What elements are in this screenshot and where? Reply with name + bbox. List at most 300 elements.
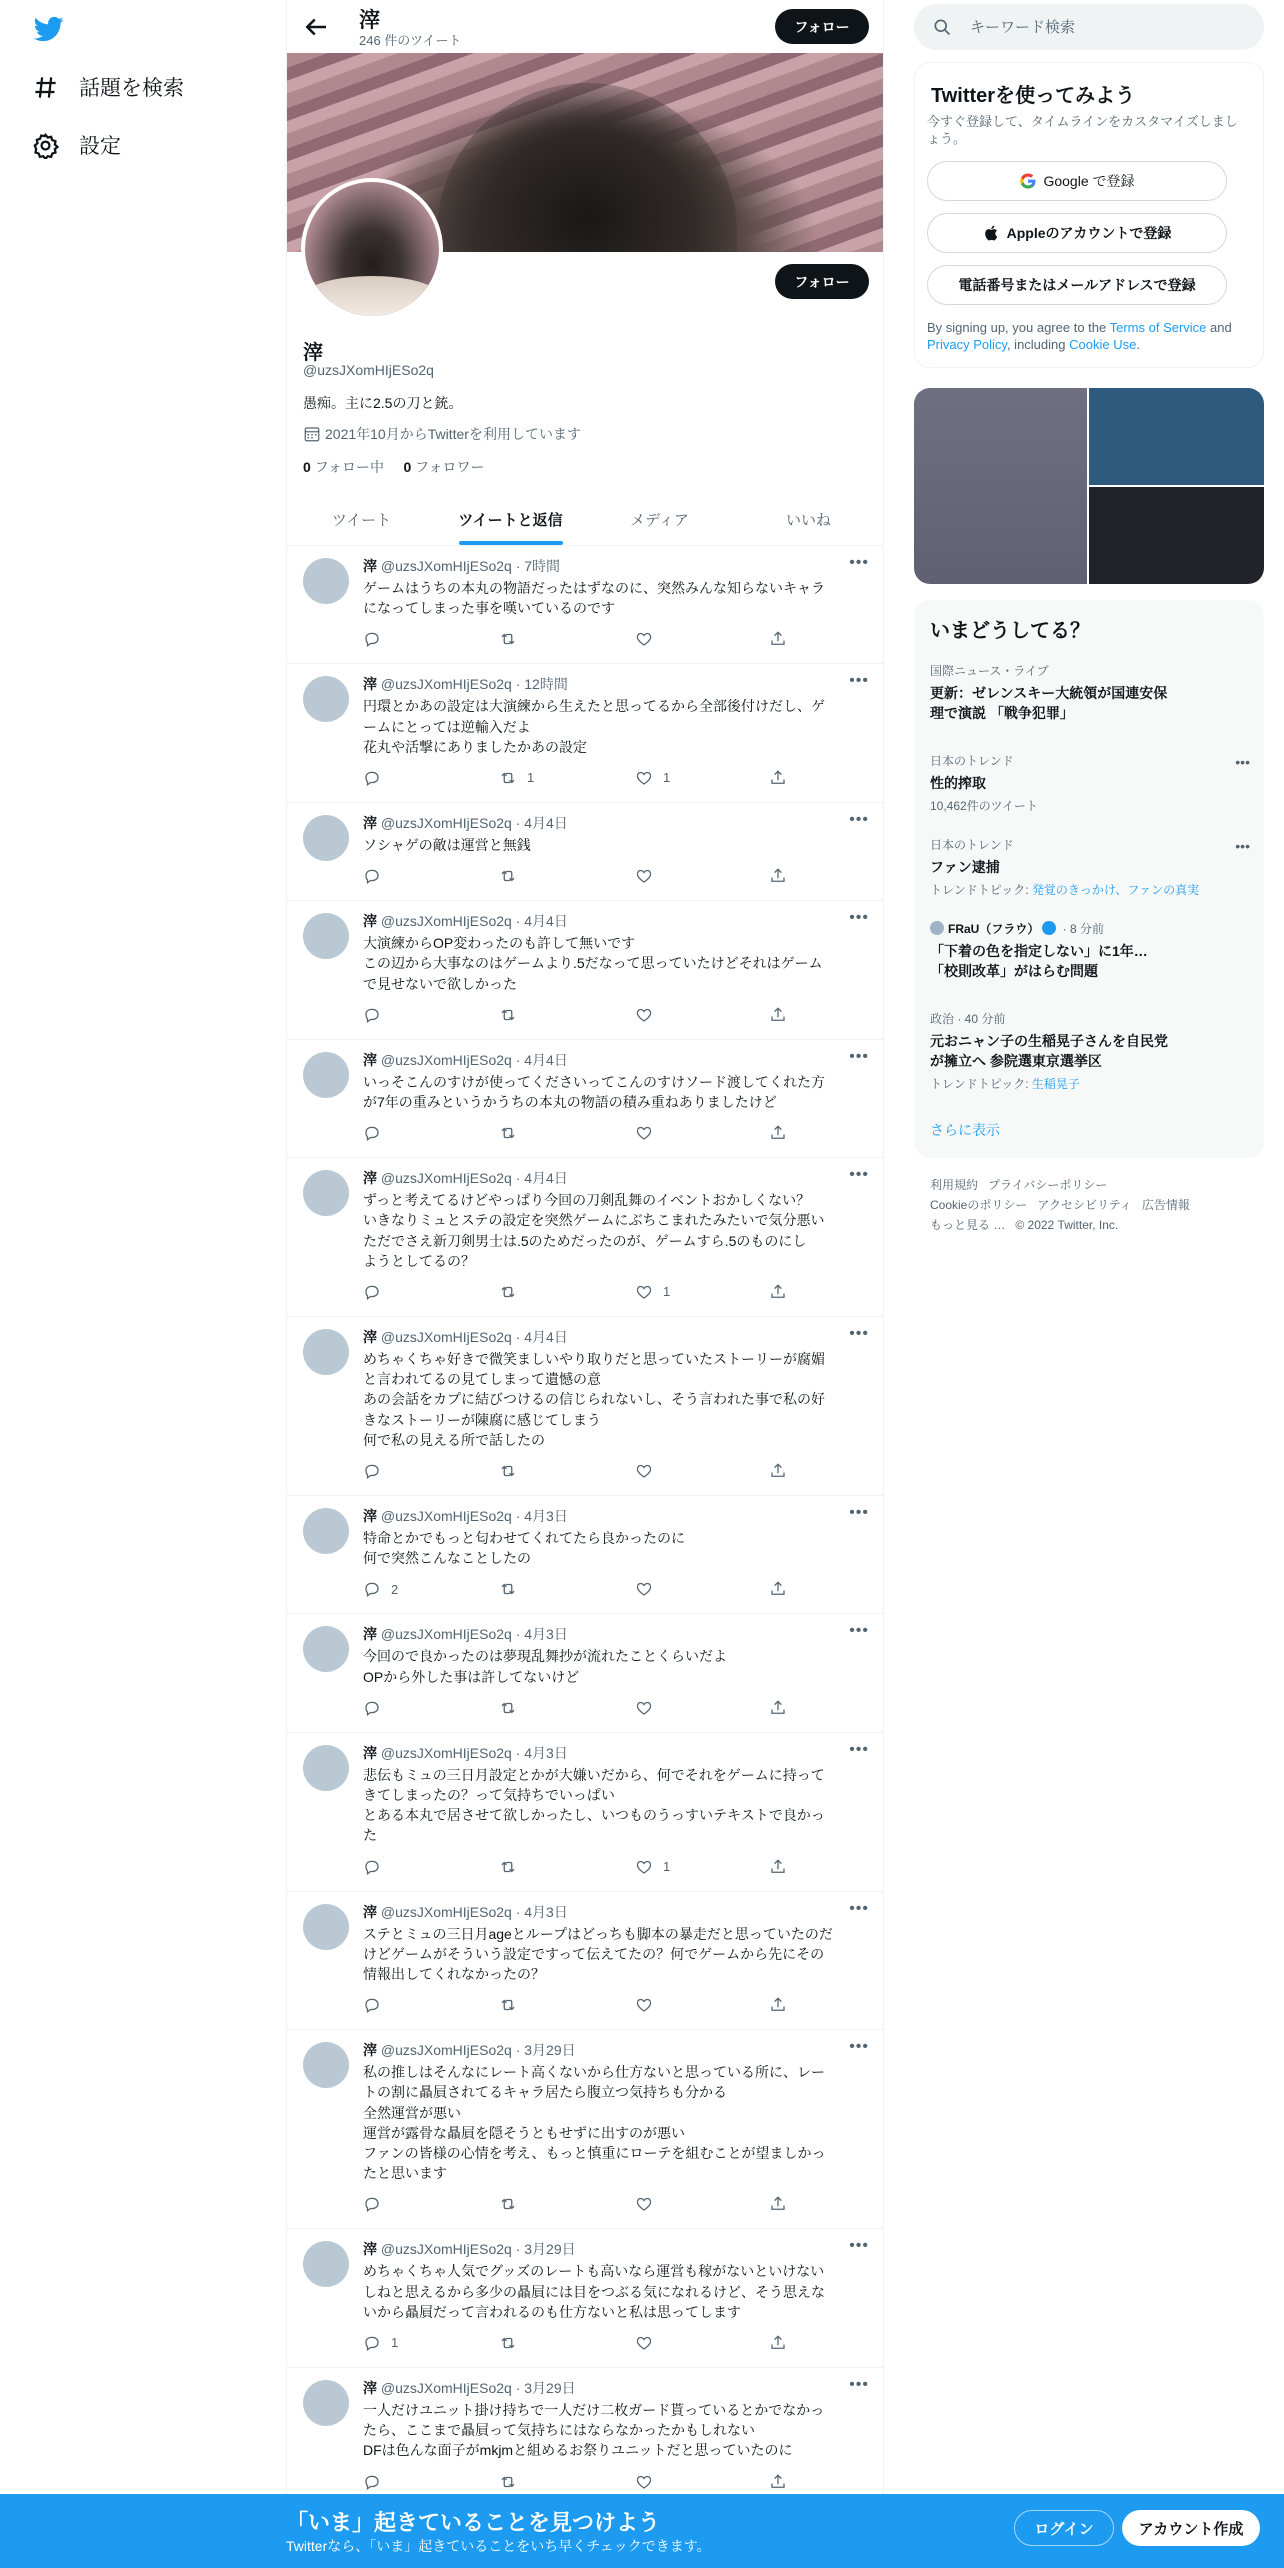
like-count: 1 — [663, 1284, 671, 1300]
tweet-avatar[interactable] — [303, 1329, 349, 1375]
more-dots-icon[interactable]: ••• — [849, 811, 869, 828]
like-icon — [635, 1699, 653, 1717]
like-button[interactable] — [635, 1699, 663, 1717]
share-button[interactable] — [769, 1580, 787, 1598]
tweet-meta[interactable]: @uzsJXomHIjESo2q · 4月4日 — [380, 1170, 568, 1187]
reply-button[interactable] — [363, 1124, 391, 1142]
tweet[interactable] — [287, 664, 883, 803]
reply-icon — [363, 2334, 381, 2352]
reply-icon — [363, 867, 381, 885]
media-thumbnail-3[interactable] — [1089, 487, 1264, 584]
tweet-text-line: 情報出してくれなかったの？ — [363, 1966, 545, 1982]
trend-item[interactable] — [930, 752, 1250, 814]
profile-avatar[interactable] — [301, 178, 443, 320]
bottom-bar-title: 「いま」起きていることを見つけよう — [286, 2510, 661, 2535]
like-button[interactable] — [635, 2195, 663, 2213]
reply-button[interactable] — [363, 2473, 391, 2491]
retweet-button[interactable] — [499, 630, 527, 648]
reply-button[interactable] — [363, 1462, 391, 1480]
tweet-author-name[interactable]: 滓 — [363, 558, 377, 574]
tweet-text-line: 私の推しはそんなにレート高くないから仕方ないと思っている所に、レー — [363, 2064, 825, 2081]
tweet[interactable] — [287, 2368, 883, 2507]
retweet-button[interactable] — [499, 1462, 527, 1480]
tweet-meta[interactable]: @uzsJXomHIjESo2q · 3月29日 — [380, 2042, 576, 2059]
reply-icon — [363, 1006, 381, 1024]
more-dots-icon[interactable]: ••• — [849, 554, 869, 571]
topbar-name: 滓 — [359, 9, 380, 32]
tweet-text — [363, 578, 869, 618]
tab-tweets-and-replies[interactable]: ツイートと返信 — [436, 493, 585, 545]
trend-item[interactable] — [930, 836, 1250, 898]
tweet-avatar[interactable] — [303, 1508, 349, 1554]
tweet-text-line: で見せないで欲しかった — [363, 975, 517, 992]
retweet-button[interactable] — [499, 2334, 527, 2352]
like-button[interactable] — [635, 1580, 663, 1598]
tab-media[interactable]: メディア — [630, 511, 689, 529]
tweet-actions — [363, 1699, 777, 1719]
retweet-icon — [499, 1283, 517, 1301]
like-icon — [635, 1580, 653, 1598]
tweet-author-name[interactable]: 滓 — [363, 2241, 377, 2258]
trend-item[interactable] — [930, 1010, 1250, 1092]
tweet-author-name[interactable]: 滓 — [363, 815, 377, 831]
follow-button[interactable]: フォロー — [775, 264, 869, 299]
retweet-button[interactable] — [499, 1699, 527, 1717]
google-signup-button[interactable] — [927, 161, 1227, 201]
tweet-actions — [363, 1580, 777, 1600]
like-button[interactable] — [635, 769, 670, 787]
share-button[interactable] — [769, 2195, 787, 2213]
share-icon — [769, 1580, 787, 1598]
like-button[interactable] — [635, 1996, 663, 2014]
trend-name: 元おニャン子の生稲晃子さんを自民党が擁立へ 参院選東京選挙区 — [930, 1033, 1168, 1069]
tweet-meta[interactable]: @uzsJXomHIjESo2q · 4月4日 — [380, 1051, 568, 1068]
tweet[interactable] — [287, 1892, 883, 2031]
tab-likes[interactable]: いいね — [785, 511, 831, 529]
share-button[interactable] — [769, 1006, 787, 1024]
followers-link[interactable] — [403, 459, 484, 475]
trend-name: 「下着の色を指定しない」に1年…「校則改革」がはらむ問題 — [930, 943, 1148, 979]
tweet-author-name[interactable]: 滓 — [363, 1051, 377, 1068]
like-icon — [635, 2334, 653, 2352]
tweet-header — [363, 911, 568, 931]
reply-count: 2 — [391, 1581, 399, 1597]
trends-panel — [914, 600, 1264, 1158]
show-more-link[interactable]: さらに表示 — [930, 1122, 1000, 1138]
tweet-text-line: 特命とかでもっと匂わせてくれてたら良かったのに — [363, 1530, 685, 1546]
tweet[interactable] — [287, 1040, 883, 1158]
tweet-text-line: 何で突然こんなことしたの — [363, 1550, 531, 1567]
tweet-author-name[interactable]: 滓 — [363, 676, 377, 693]
reply-icon — [363, 1283, 381, 1301]
reply-button[interactable] — [363, 769, 391, 787]
more-dots-icon[interactable]: ••• — [849, 2376, 869, 2393]
retweet-button[interactable] — [499, 1580, 527, 1598]
apple-signup-button[interactable] — [927, 213, 1227, 253]
signup-bottom-bar — [0, 2494, 1284, 2568]
tweet-meta[interactable]: @uzsJXomHIjESo2q · 7時間 — [380, 558, 561, 574]
nav-settings-label: 設定 — [79, 135, 121, 158]
tweet-avatar[interactable] — [303, 1745, 349, 1791]
following-count: 0 — [303, 459, 311, 475]
reply-icon — [363, 1699, 381, 1717]
reply-button[interactable] — [363, 2195, 391, 2213]
share-button[interactable] — [769, 867, 787, 885]
profile-handle: @uzsJXomHIjESo2q — [303, 362, 434, 378]
more-dots-icon[interactable]: ••• — [849, 909, 869, 927]
following-label: フォロー中 — [314, 459, 384, 475]
retweet-button[interactable] — [499, 769, 534, 787]
tweet-text-line: 円環とかあの設定は大演練から生えたと思ってるから全部後付けだし、ゲ — [363, 698, 825, 715]
media-thumbnail-2[interactable] — [1089, 388, 1264, 485]
more-dots-icon[interactable]: ••• — [849, 1047, 869, 1065]
media-grid — [914, 388, 1264, 584]
tweet-actions — [363, 1006, 777, 1026]
tweet-avatar[interactable] — [303, 913, 349, 959]
tweet-text — [363, 1072, 869, 1112]
tweet[interactable] — [287, 901, 883, 1040]
share-icon — [769, 1283, 787, 1301]
tweet-avatar[interactable] — [303, 2042, 349, 2088]
tweet-text — [363, 2261, 869, 2322]
tweet-text-line: けどゲームがそういう設定ですって伝えてたの？何でゲームから先にその — [363, 1945, 825, 1962]
like-button[interactable] — [635, 2473, 663, 2491]
tweet-meta[interactable]: @uzsJXomHIjESo2q · 4月4日 — [380, 1329, 568, 1345]
tweet-text-line: OPから外した事は許してないけど — [363, 1668, 580, 1685]
follow-stats — [303, 457, 484, 477]
profile-bio: 愚痴。主に2.5の刀と銃。 — [303, 395, 463, 411]
retweet-button[interactable] — [499, 1858, 527, 1876]
more-dots-icon[interactable]: ••• — [1235, 838, 1250, 854]
google-signup-label: Google で登録 — [1043, 173, 1135, 189]
search-input[interactable] — [970, 19, 1230, 36]
tweet-avatar[interactable] — [303, 1052, 349, 1098]
trend-item[interactable] — [930, 920, 1250, 981]
retweet-button[interactable] — [499, 1283, 527, 1301]
media-thumbnail-1[interactable] — [914, 388, 1087, 584]
footer-link[interactable]: アクセシビリティ — [1037, 1198, 1132, 1212]
tweet[interactable] — [287, 2030, 883, 2229]
tweet-meta[interactable]: @uzsJXomHIjESo2q · 4月3日 — [380, 1508, 568, 1524]
back-arrow-icon[interactable] — [301, 12, 331, 42]
tweet[interactable] — [287, 1158, 883, 1317]
share-icon — [769, 1124, 787, 1142]
tweet-text-line: ステとミュの三日月ageとループはどっちも脚本の暴走だと思っていたのだ — [363, 1925, 833, 1942]
reply-button[interactable] — [363, 1283, 391, 1301]
retweet-button[interactable] — [499, 1006, 527, 1024]
tweet-text-line: 今回ので良かったのは夢現乱舞抄が流れたことくらいだよ — [363, 1648, 727, 1665]
more-dots-icon[interactable]: ••• — [849, 1325, 869, 1342]
more-dots-icon[interactable]: ••• — [849, 1504, 869, 1521]
retweet-icon — [499, 2334, 517, 2352]
google-icon — [1019, 172, 1037, 190]
tweet-actions — [363, 1858, 777, 1878]
retweet-icon — [499, 1996, 517, 2014]
share-icon — [769, 769, 787, 787]
retweet-button[interactable] — [499, 2473, 527, 2491]
terms-prefix: By signing up, you agree to the — [927, 320, 1110, 335]
following-link[interactable] — [303, 459, 384, 475]
like-button[interactable] — [635, 1124, 663, 1142]
share-button[interactable] — [769, 630, 787, 648]
tweet-avatar[interactable] — [303, 676, 349, 722]
tweet-text — [363, 2400, 869, 2461]
tweet-header — [363, 2040, 576, 2060]
tweet-text-line: いきなりミュとステの設定を突然ゲームにぶちこまれたみたいで気分悪い — [363, 1212, 825, 1229]
tweet-text-line: きてしまったの？って気持ちでいっぱい — [363, 1787, 615, 1803]
tweet-text — [363, 2062, 869, 2183]
main-column — [286, 0, 884, 2568]
tweet-text — [363, 933, 869, 994]
tweet-text-line: ゲームはうちの本丸の物語だったはずなのに、突然みんな知らないキャラ — [363, 580, 825, 596]
trend-topic-link[interactable]: 発覚のきっかけ、ファンの真実 — [1031, 883, 1200, 897]
share-button[interactable] — [769, 1462, 787, 1480]
tweet-avatar[interactable] — [303, 1904, 349, 1950]
reply-icon — [363, 2195, 381, 2213]
footer-link[interactable]: Cookieのポリシー — [930, 1198, 1028, 1212]
tweet-text-line: が7年の重みというかうちの本丸の物語の積み重ねありましたけど — [363, 1094, 777, 1110]
signup-terms — [927, 319, 1252, 353]
retweet-icon — [499, 2473, 517, 2491]
tweet-author-name[interactable]: 滓 — [363, 2042, 377, 2059]
tweet-avatar[interactable] — [303, 1626, 349, 1672]
tweet-header — [363, 1902, 568, 1922]
like-button[interactable] — [635, 1006, 663, 1024]
apple-icon — [983, 224, 1001, 242]
share-button[interactable] — [769, 2334, 787, 2352]
reply-icon — [363, 1858, 381, 1876]
trends-title: いまどうしてる？ — [930, 620, 1090, 642]
more-dots-icon[interactable]: ••• — [849, 1622, 869, 1640]
trend-topic-link[interactable]: 生稲晃子 — [1031, 1077, 1080, 1091]
tweet-author-name[interactable]: 滓 — [363, 913, 377, 930]
tweet[interactable] — [287, 1496, 883, 1614]
tweet-actions — [363, 1462, 777, 1482]
retweet-button[interactable] — [499, 867, 527, 885]
signup-button[interactable]: アカウント作成 — [1122, 2510, 1260, 2546]
twitter-bird-icon[interactable] — [32, 14, 66, 44]
tweet-text-line: 全然運営が悪い — [363, 2104, 461, 2121]
share-button[interactable] — [769, 1699, 787, 1717]
search-icon — [932, 17, 952, 37]
follow-button-top[interactable]: フォロー — [775, 9, 869, 44]
publisher-avatar — [930, 921, 944, 935]
profile-joined — [303, 424, 581, 444]
retweet-icon — [499, 630, 517, 648]
tweet-meta[interactable]: @uzsJXomHIjESo2q · 4月3日 — [380, 1903, 568, 1920]
like-button[interactable] — [635, 1858, 670, 1876]
profile-name: 滓 — [303, 342, 323, 364]
tweet-text-line: 悲伝もミュの三日月設定とかが大嫌いだから、何でそれをゲームに持って — [363, 1766, 825, 1783]
share-button[interactable] — [769, 1858, 787, 1876]
tab-tweets[interactable]: ツイート — [331, 511, 392, 529]
nav-settings[interactable] — [32, 130, 121, 160]
reply-button[interactable] — [363, 867, 391, 885]
tweet[interactable] — [287, 2229, 883, 2368]
tweet-avatar[interactable] — [303, 815, 349, 861]
retweet-button[interactable] — [499, 1996, 527, 2014]
trend-name: 更新：ゼレンスキー大統領が国連安保理で演説 「戦争犯罪」 — [930, 685, 1168, 721]
tweet-text-line: ームにとっては逆輸入だよ — [363, 718, 531, 735]
trend-context: 日本のトレンド — [930, 838, 1014, 852]
reply-button[interactable] — [363, 630, 391, 648]
cookie-use-link[interactable]: Cookie Use — [1069, 337, 1137, 352]
share-button[interactable] — [769, 769, 787, 787]
tweet-actions — [363, 630, 777, 650]
tweet-author-name[interactable]: 滓 — [363, 1170, 377, 1187]
more-dots-icon[interactable]: ••• — [849, 1899, 869, 1917]
tweet-meta[interactable]: @uzsJXomHIjESo2q · 3月29日 — [380, 2380, 576, 2396]
tweet-text — [363, 835, 869, 855]
reply-button[interactable] — [363, 1699, 391, 1717]
like-icon — [635, 1124, 653, 1142]
phone-email-signup-button[interactable] — [927, 265, 1227, 305]
tweet-meta[interactable]: @uzsJXomHIjESo2q · 4月3日 — [380, 1744, 568, 1761]
tweet-text-line: ただでさえ新刀剣男士は.5のためだったのが、ゲームすら.5のものにし — [363, 1232, 807, 1249]
tweet-header — [363, 1743, 568, 1763]
tweet-text-line: めちゃくちゃ好きで微笑ましいやり取りだと思っていたストーリーが腐媚 — [363, 1351, 825, 1367]
tweet[interactable] — [287, 1317, 883, 1496]
share-icon — [769, 1006, 787, 1024]
more-dots-icon[interactable]: ••• — [849, 672, 869, 690]
like-button[interactable] — [635, 2334, 663, 2352]
trend-time: · 8 分前 — [1059, 922, 1105, 936]
tweet-text-line: ソシャゲの敵は運営と無銭 — [363, 837, 531, 853]
login-button[interactable]: ログイン — [1014, 2510, 1114, 2546]
tweet-avatar[interactable] — [303, 2380, 349, 2426]
signup-title: Twitterを使ってみよう — [931, 85, 1136, 107]
tweet-author-name[interactable]: 滓 — [363, 1903, 377, 1920]
tweet-text-line: たと思います — [363, 2165, 447, 2182]
tweet-meta[interactable]: @uzsJXomHIjESo2q · 4月3日 — [380, 1626, 568, 1643]
tweet-header — [363, 2239, 576, 2259]
reply-icon — [363, 1996, 381, 2014]
reply-icon — [363, 1462, 381, 1480]
more-dots-icon[interactable]: ••• — [849, 1740, 869, 1758]
tweet-text-line: この辺から大事なのはゲームより.5だなって思っていたけどそれはゲーム — [363, 955, 823, 972]
trend-name: 性的搾取 — [930, 775, 986, 791]
tweet-avatar[interactable] — [303, 1170, 349, 1216]
like-button[interactable] — [635, 867, 663, 885]
tweet-author-name[interactable]: 滓 — [363, 2380, 377, 2396]
joined-label: 2021年10月からTwitterを利用しています — [325, 426, 581, 442]
tweet-author-name[interactable]: 滓 — [363, 1508, 377, 1524]
followers-count: 0 — [403, 459, 412, 475]
privacy-policy-link[interactable]: Privacy Policy — [927, 337, 1007, 352]
tweet-text-line: めちゃくちゃ人気でグッズのレートも高いなら運営も稼がないといけない — [363, 2263, 825, 2280]
tweet-text-line: ようとしてるの？ — [363, 1252, 475, 1269]
reply-button[interactable] — [363, 1996, 391, 2014]
like-button[interactable] — [635, 1283, 670, 1301]
share-icon — [769, 1858, 787, 1876]
like-button[interactable] — [635, 630, 663, 648]
share-button[interactable] — [769, 1996, 787, 2014]
left-nav — [0, 0, 286, 2568]
profile-topbar — [287, 0, 883, 53]
share-icon — [769, 2195, 787, 2213]
bottom-bar-subtitle: Twitterなら、「いま」起きていることをいち早くチェックできます。 — [286, 2538, 711, 2554]
more-dots-icon[interactable]: ••• — [849, 2237, 869, 2255]
share-button[interactable] — [769, 1124, 787, 1142]
more-dots-icon[interactable]: ••• — [849, 2038, 869, 2056]
tweet-meta[interactable]: @uzsJXomHIjESo2q · 4月4日 — [380, 913, 568, 930]
tweet-author-name[interactable]: 滓 — [363, 1329, 377, 1345]
tweet-meta[interactable]: @uzsJXomHIjESo2q · 4月4日 — [380, 815, 568, 831]
tweet-text — [363, 1924, 869, 1985]
search-bar[interactable] — [914, 4, 1264, 50]
reply-button[interactable] — [363, 1006, 391, 1024]
retweet-count: 1 — [527, 770, 535, 786]
gear-icon — [32, 132, 59, 159]
share-button[interactable] — [769, 2473, 787, 2491]
footer-link[interactable]: もっと見る … — [930, 1218, 1006, 1232]
tweet-avatar[interactable] — [303, 2241, 349, 2287]
tweet-meta[interactable]: @uzsJXomHIjESo2q · 3月29日 — [380, 2241, 576, 2258]
retweet-icon — [499, 1580, 517, 1598]
more-dots-icon[interactable]: ••• — [1235, 754, 1250, 770]
retweet-button[interactable] — [499, 1124, 527, 1142]
share-icon — [769, 867, 787, 885]
retweet-icon — [499, 769, 517, 787]
trend-context: 日本のトレンド — [930, 754, 1014, 768]
retweet-icon — [499, 1006, 517, 1024]
footer-link[interactable]: プライバシーポリシー — [988, 1178, 1108, 1192]
footer-link[interactable]: 利用規約 — [930, 1178, 979, 1192]
tweet[interactable] — [287, 803, 883, 901]
terms-of-service-link[interactable]: Terms of Service — [1109, 320, 1207, 335]
tweet-actions — [363, 867, 777, 887]
tweet-actions — [363, 2334, 777, 2354]
share-button[interactable] — [769, 1283, 787, 1301]
tweet-header — [363, 1050, 568, 1070]
tweet-header — [363, 2378, 576, 2398]
calendar-icon — [303, 425, 321, 443]
reply-button[interactable] — [363, 2334, 398, 2352]
tweet-text — [363, 1528, 869, 1568]
tweet[interactable] — [287, 1614, 883, 1732]
footer-link[interactable]: 広告情報 — [1141, 1198, 1190, 1212]
share-icon — [769, 2473, 787, 2491]
tweet-text-line: 大演練からOP変わったのも許して無いです — [363, 935, 636, 952]
tweet-text-line: 花丸や活撃にありましたかあの設定 — [363, 738, 587, 755]
nav-explore-label: 話題を検索 — [79, 77, 184, 100]
reply-button[interactable] — [363, 1580, 398, 1598]
nav-explore[interactable] — [32, 72, 184, 102]
like-icon — [635, 1996, 653, 2014]
tweet-avatar[interactable] — [303, 558, 349, 604]
tweet-header — [363, 1506, 568, 1526]
tweet-text-line: トの割に贔屓されてるキャラ居たら腹立つ気持ちも分かる — [363, 2084, 727, 2101]
reply-button[interactable] — [363, 1858, 391, 1876]
more-dots-icon[interactable]: ••• — [849, 1166, 869, 1184]
tweet-text-line: あの会話をカプに結びつけるの信じられないし、そう言われた事で私の好 — [363, 1391, 825, 1408]
like-icon — [635, 769, 653, 787]
tweet-text-line: たら、ここまで贔屓って気持ちにはならなかったかもしれない — [363, 2422, 755, 2439]
tweet-header — [363, 813, 568, 833]
tweet-meta[interactable]: @uzsJXomHIjESo2q · 12時間 — [380, 676, 568, 693]
tweet[interactable] — [287, 546, 883, 664]
retweet-icon — [499, 1858, 517, 1876]
tweet-author-name[interactable]: 滓 — [363, 1626, 377, 1643]
trend-item[interactable] — [930, 662, 1250, 723]
tweet-author-name[interactable]: 滓 — [363, 1744, 377, 1761]
tweet[interactable] — [287, 1733, 883, 1892]
like-button[interactable] — [635, 1462, 663, 1480]
retweet-button[interactable] — [499, 2195, 527, 2213]
tweet-count: 246 件のツイート — [359, 33, 462, 48]
trend-context — [930, 920, 1250, 937]
like-icon — [635, 1858, 653, 1876]
